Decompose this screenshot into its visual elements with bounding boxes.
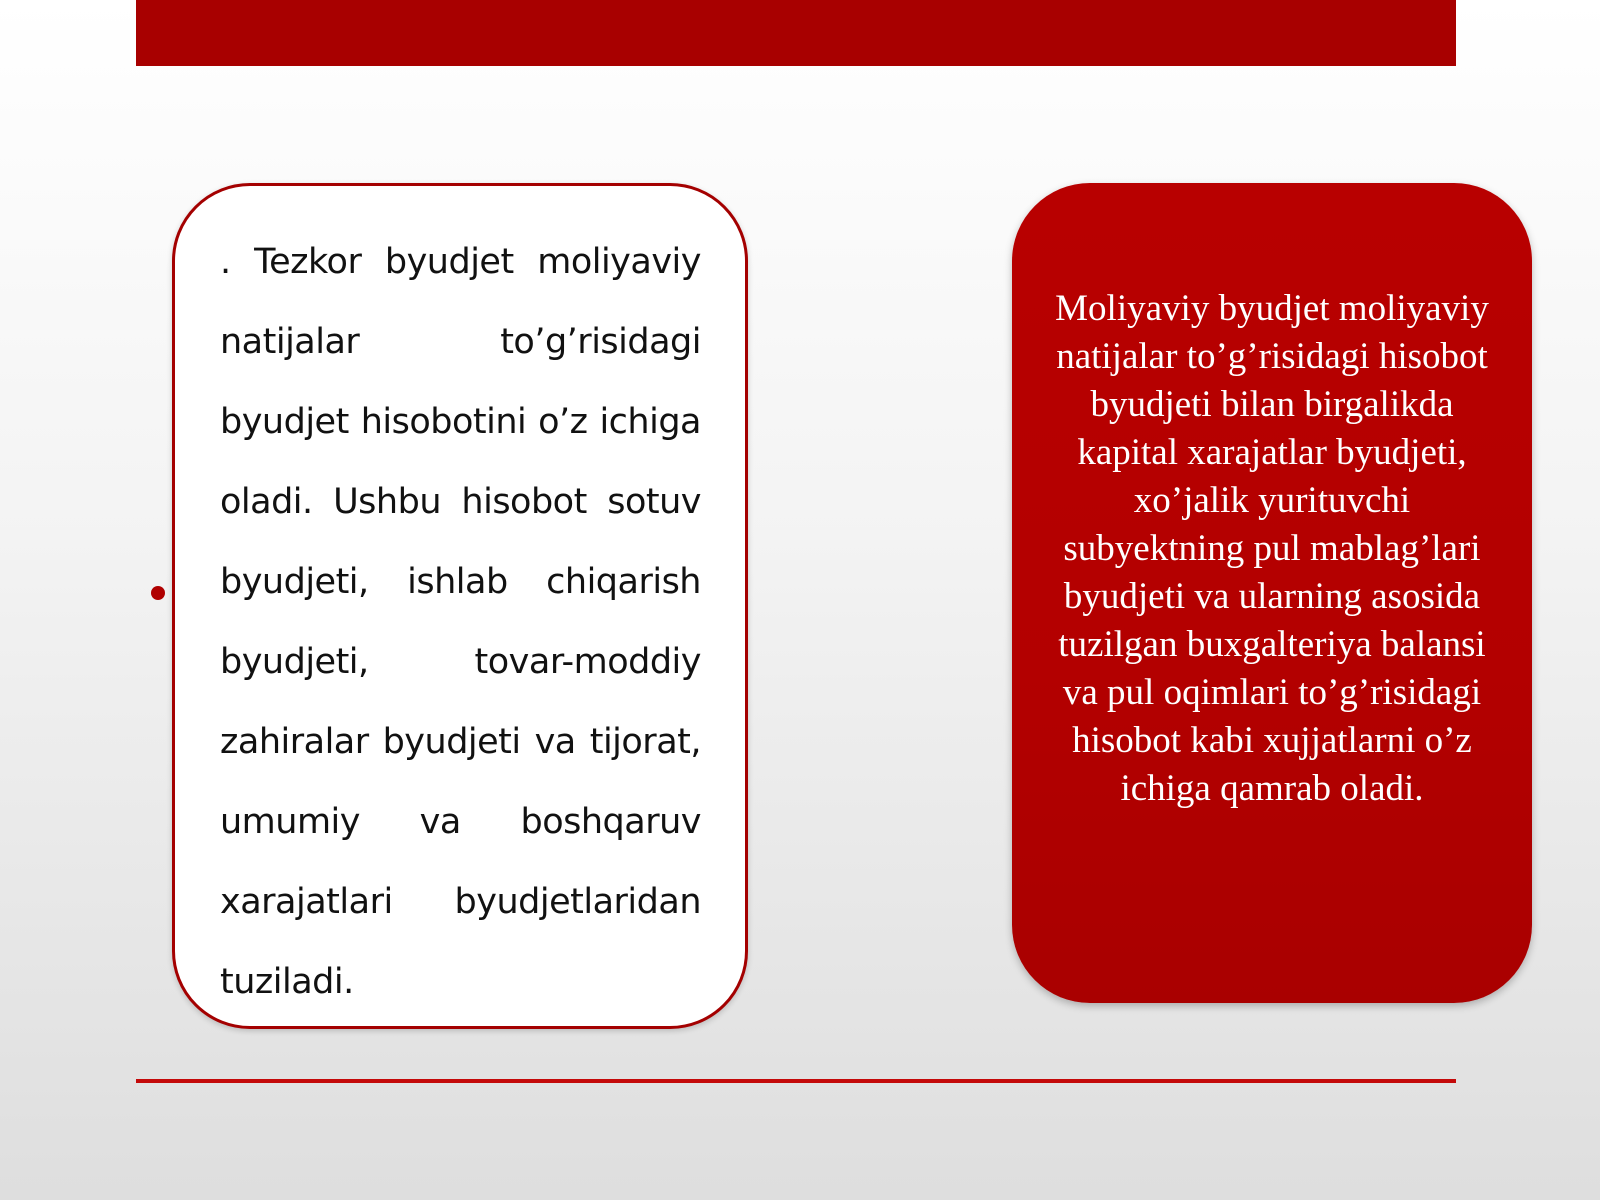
header-bar (136, 0, 1456, 66)
left-text-box (172, 183, 748, 1029)
left-box-text: . Tezkor byudjet moliyaviy natijalar to’g’risidagi byudjet hisobotini o’z ichiga oladi. Ushbu hisobot sotuv byudjeti, ishlab chiqarish byudjeti, tovar-moddiy zahiralar byudjeti va tijorat, umumiy va boshqaruv xarajatlari byudjetlaridan tuziladi. (220, 242, 701, 1002)
bullet-icon (151, 586, 165, 600)
right-box-text: Moliyaviy byudjet moliyaviy natijalar to’g’risidagi hisobot byudjeti bilan birgalikda kapital xarajatlar byudjeti, xo’jalik yurituvchi subyektning pul mablag’lari byudjeti va ularning asosida tuzilgan buxgalteriya balansi va pul oqimlari to’g’risidagi hisobot kabi xujjatlarni o’z ichiga qamrab oladi. (1055, 288, 1489, 809)
footer-divider (136, 1079, 1456, 1083)
right-text-box (1012, 183, 1532, 1003)
